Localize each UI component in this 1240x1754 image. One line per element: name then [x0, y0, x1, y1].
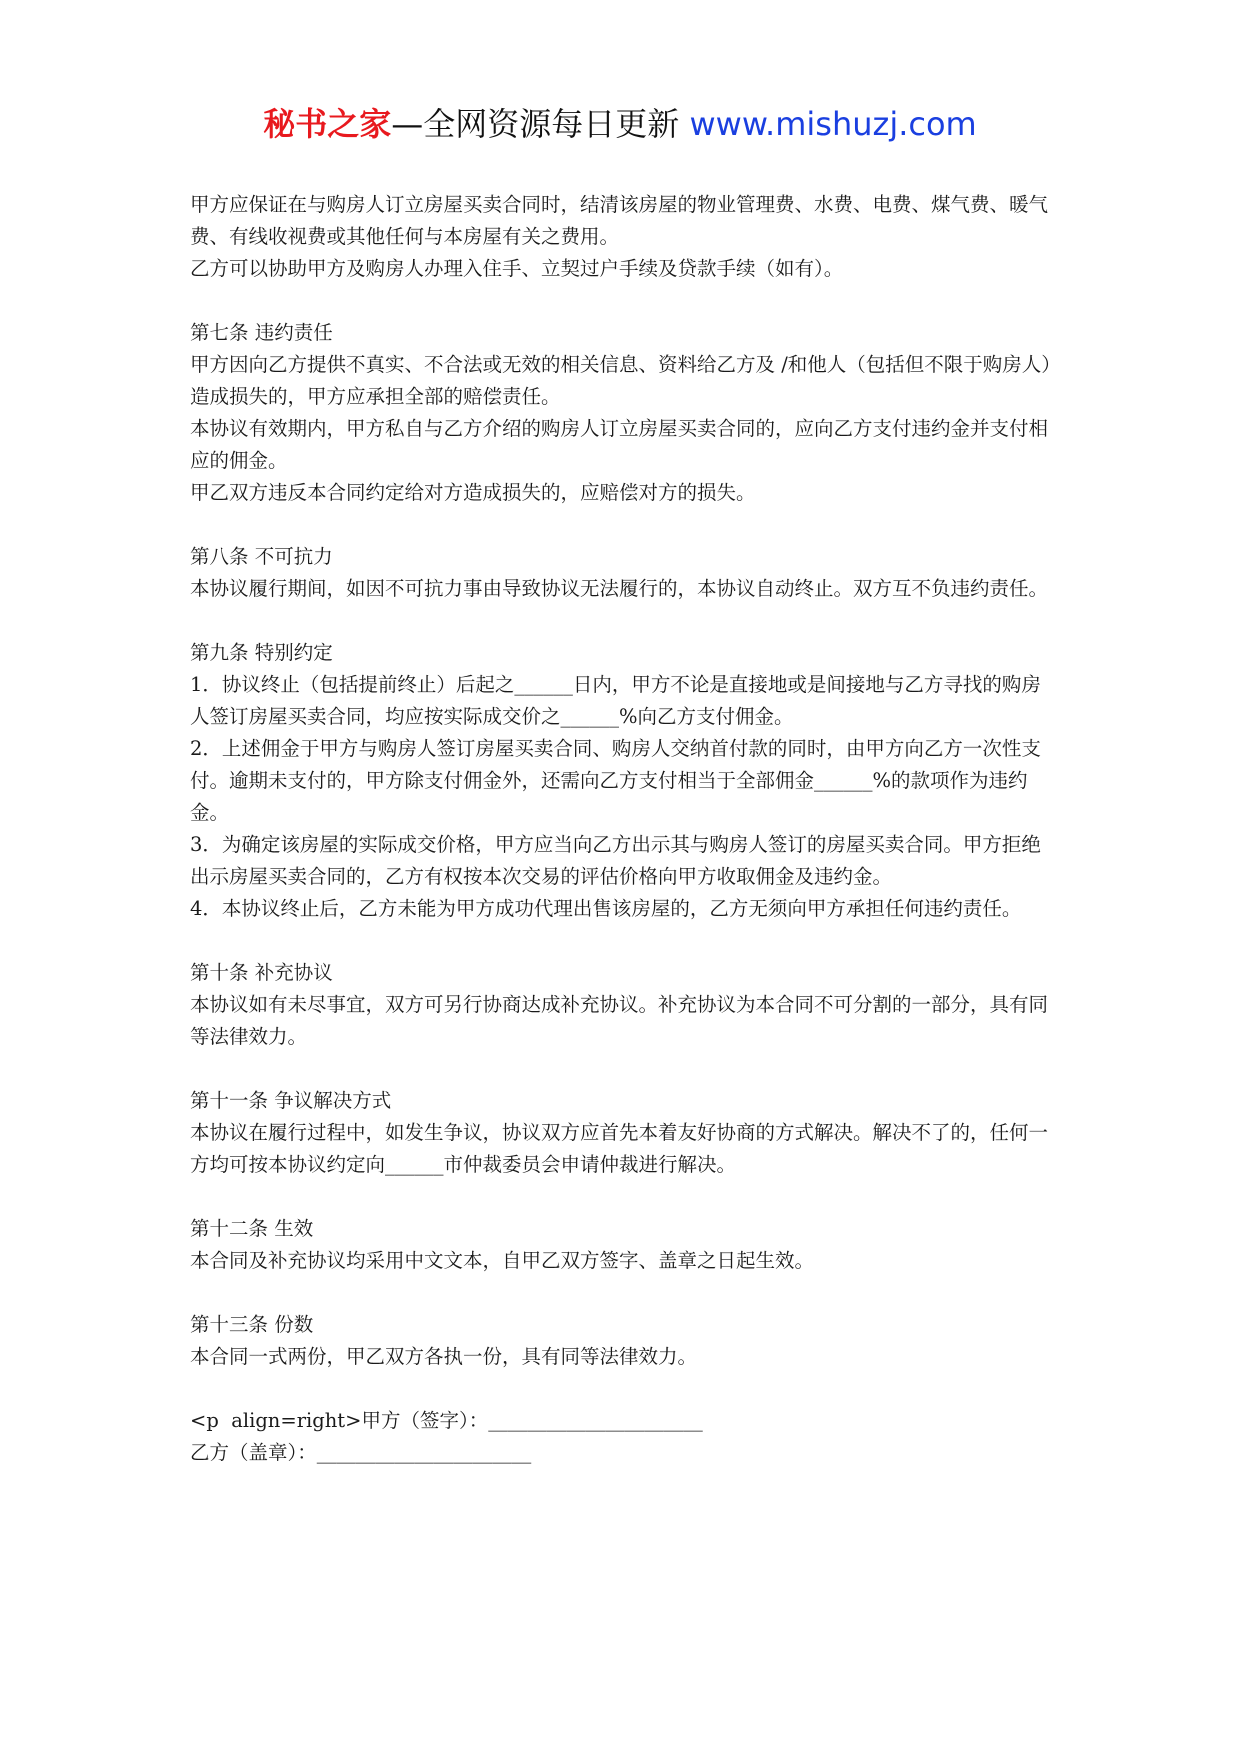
- paragraph: 2．上述佣金于甲方与购房人签订房屋买卖合同、购房人交纳首付款的同时，由甲方向乙方一次性支付。逾期未支付的，甲方除支付佣金外，还需向乙方支付相当于全部佣金______%的款项作为违约金。: [190, 737, 1041, 824]
- signature-line-party-a: <p align=right>甲方（签字）：______________________: [190, 1409, 703, 1432]
- site-brand: 秘书之家: [263, 105, 392, 143]
- spacer: [190, 1373, 1060, 1405]
- article-11-heading: 第十一条 争议解决方式: [190, 1089, 392, 1112]
- paragraph: 乙方可以协助甲方及购房人办理入住手、立契过户手续及贷款手续（如有）。: [190, 257, 844, 280]
- signature-line-party-b: 乙方（盖章）：______________________: [190, 1441, 532, 1464]
- document-body: [190, 189, 1060, 1469]
- paragraph: 本合同及补充协议均采用中文文本，自甲乙双方签字、盖章之日起生效。: [190, 1249, 815, 1272]
- article-13-heading: 第十三条 份数: [190, 1313, 314, 1336]
- site-slogan: —全网资源每日更新: [391, 105, 690, 143]
- spacer: [190, 605, 1060, 637]
- article-12-heading: 第十二条 生效: [190, 1217, 314, 1240]
- spacer: [190, 1181, 1060, 1213]
- paragraph: 1．协议终止（包括提前终止）后起之______日内，甲方不论是直接地或是间接地与乙方寻找的购房人签订房屋买卖合同，均应按实际成交价之______%向乙方支付佣金。: [190, 673, 1041, 728]
- paragraph: 3．为确定该房屋的实际成交价格，甲方应当向乙方出示其与购房人签订的房屋买卖合同。甲方拒绝出示房屋买卖合同的，乙方有权按本次交易的评估价格向甲方收取佣金及违约金。: [190, 833, 1041, 888]
- site-url-link[interactable]: www.mishuzj.com: [689, 105, 977, 143]
- spacer: [190, 509, 1060, 541]
- paragraph: 甲乙双方违反本合同约定给对方造成损失的，应赔偿对方的损失。: [190, 481, 756, 504]
- site-header: [0, 100, 1240, 148]
- paragraph: 本协议如有未尽事宜，双方可另行协商达成补充协议。补充协议为本合同不可分割的一部分，具有同等法律效力。: [190, 993, 1049, 1048]
- paragraph: 甲方应保证在与购房人订立房屋买卖合同时，结清该房屋的物业管理费、水费、电费、煤气费、暖气费、有线收视费或其他任何与本房屋有关之费用。: [190, 193, 1049, 248]
- paragraph: 本协议履行期间，如因不可抗力事由导致协议无法履行的，本协议自动终止。双方互不负违约责任。: [190, 577, 1049, 600]
- article-9-heading: 第九条 特别约定: [190, 641, 333, 664]
- paragraph: 4．本协议终止后，乙方未能为甲方成功代理出售该房屋的，乙方无须向甲方承担任何违约责任。: [190, 897, 1022, 920]
- paragraph: 本协议在履行过程中，如发生争议，协议双方应首先本着友好协商的方式解决。解决不了的，任何一方均可按本协议约定向______市仲裁委员会申请仲裁进行解决。: [190, 1121, 1049, 1176]
- article-7-heading: 第七条 违约责任: [190, 321, 333, 344]
- spacer: [190, 1277, 1060, 1309]
- spacer: [190, 285, 1060, 317]
- spacer: [190, 1053, 1060, 1085]
- article-8-heading: 第八条 不可抗力: [190, 545, 333, 568]
- article-10-heading: 第十条 补充协议: [190, 961, 333, 984]
- paragraph: 本合同一式两份，甲乙双方各执一份，具有同等法律效力。: [190, 1345, 698, 1368]
- paragraph: 本协议有效期内，甲方私自与乙方介绍的购房人订立房屋买卖合同的，应向乙方支付违约金并支付相应的佣金。: [190, 417, 1049, 472]
- paragraph: 甲方因向乙方提供不真实、不合法或无效的相关信息、资料给乙方及 /和他人（包括但不限于购房人）造成损失的，甲方应承担全部的赔偿责任。: [190, 353, 1052, 408]
- spacer: [190, 925, 1060, 957]
